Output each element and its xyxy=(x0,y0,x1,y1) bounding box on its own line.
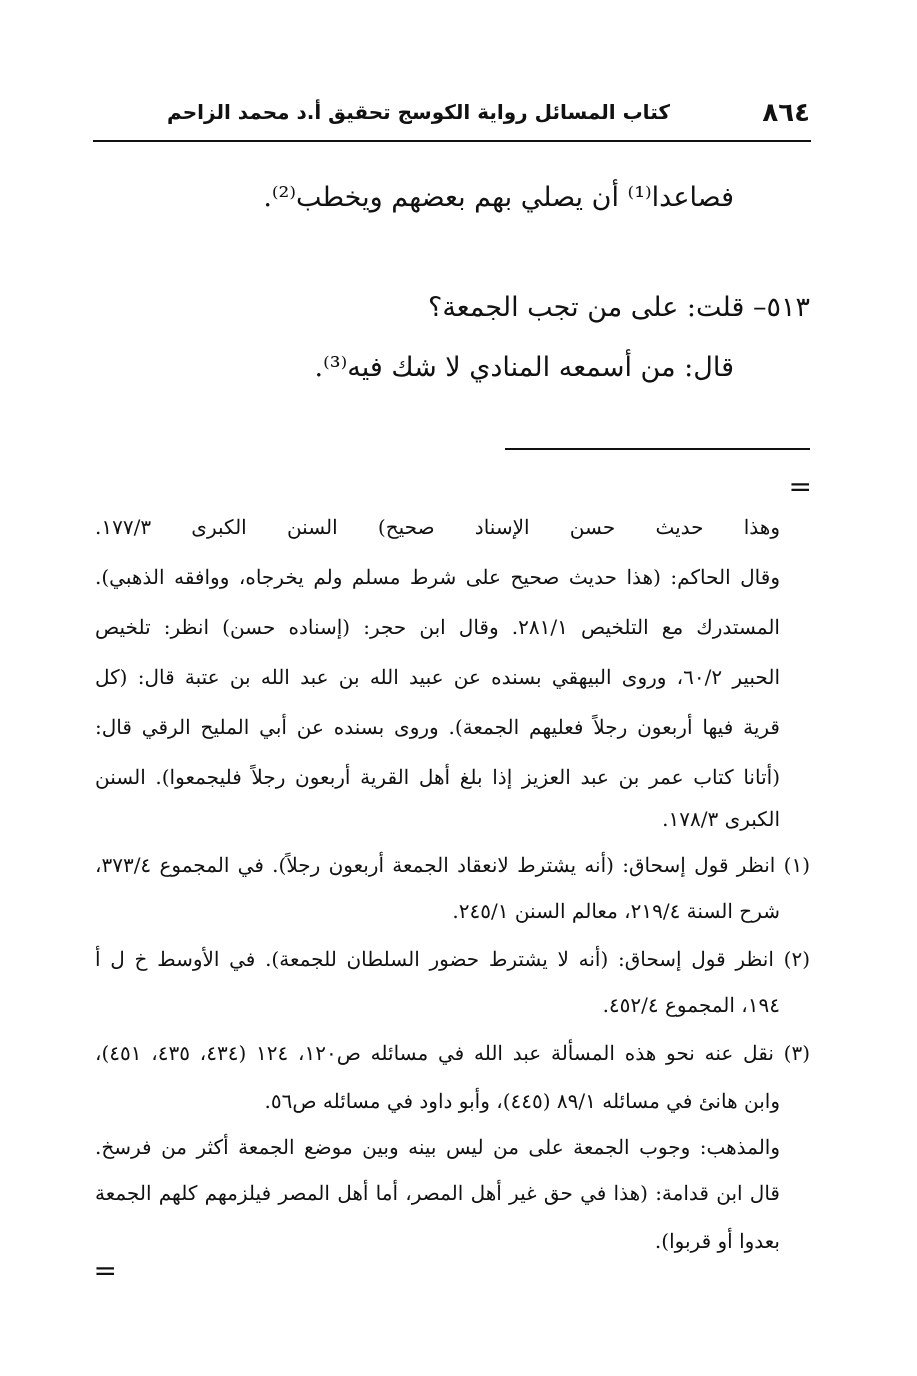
footnote-2: (٢) انظر قول إسحاق: (أنه لا يشترط حضور السلطان للجمعة). في الأوسط خ ل أ xyxy=(95,947,810,971)
footnote-line: شرح السنة ٢١٩/٤، معالم السنن ٢٤٥/١. xyxy=(452,899,780,923)
continuation-mark-top: = xyxy=(788,470,812,503)
footnote-line: وابن هانئ في مسائله ٨٩/١ (٤٤٥)، وأبو داود في مسائله ص٥٦. xyxy=(264,1089,780,1113)
footnote-line: ١٩٤، المجموع ٤٥٢/٤. xyxy=(602,993,780,1017)
header-rule xyxy=(93,140,811,142)
footnote-separator xyxy=(505,448,810,450)
question-line: ٥١٣– قلت: على من تجب الجمعة؟ xyxy=(427,292,810,323)
footnote-3: (٣) نقل عنه نحو هذه المسألة عبد الله في مسائله ص١٢٠، ١٢٤ (٤٣٤، ٤٣٥، ٤٥١)، xyxy=(95,1041,811,1065)
continuation-mark-bottom: = xyxy=(93,1254,117,1287)
body-text-line: فصاعدا⁽¹⁾ أن يصلي بهم بعضهم ويخطب⁽²⁾. xyxy=(263,182,734,213)
footnote-line: وقال الحاكم: (هذا حديث صحيح على شرط مسلم ولم يخرجاه، ووافقه الذهبي). xyxy=(95,565,780,589)
footnote-line: الكبرى ١٧٨/٣. xyxy=(662,807,780,831)
footnote-line: بعدوا أو قربوا). xyxy=(654,1229,780,1253)
footnote-line: والمذهب: وجوب الجمعة على من ليس بينه وبين موضع الجمعة أكثر من فرسخ. xyxy=(95,1135,780,1159)
footnote-line: قال ابن قدامة: (هذا في حق غير أهل المصر، أما أهل المصر فيلزمهم كلهم الجمعة xyxy=(95,1181,780,1205)
footnote-line: وهذا حديث حسن الإسناد صحيح) السنن الكبرى ١٧٧/٣. xyxy=(95,515,780,539)
footnote-1: (١) انظر قول إسحاق: (أنه يشترط لانعقاد الجمعة أربعون رجلاً). في المجموع ٣٧٣/٤، xyxy=(95,853,810,877)
footnote-line: المستدرك مع التلخيص ٢٨١/١. وقال ابن حجر: (إسناده حسن) انظر: تلخيص xyxy=(95,615,780,639)
footnote-line: الحبير ٦٠/٢، وروى البيهقي بسنده عن عبيد الله بن عبد الله بن عتبة قال: (كل xyxy=(95,665,780,689)
footnote-line: قرية فيها أربعون رجلاً فعليهم الجمعة). وروى بسنده عن أبي المليح الرقي قال: xyxy=(95,715,780,739)
answer-line: قال: من أسمعه المنادي لا شك فيه⁽³⁾. xyxy=(314,352,734,383)
page-number: ٨٦٤ xyxy=(762,98,810,128)
footnote-line: (أتانا كتاب عمر بن عبد العزيز إذا بلغ أهل القرية أربعون رجلاً فليجمعوا). السنن xyxy=(95,765,780,789)
page-header xyxy=(93,98,810,134)
running-title: كتاب المسائل رواية الكوسج تحقيق أ.د محمد الزاحم xyxy=(167,100,670,124)
